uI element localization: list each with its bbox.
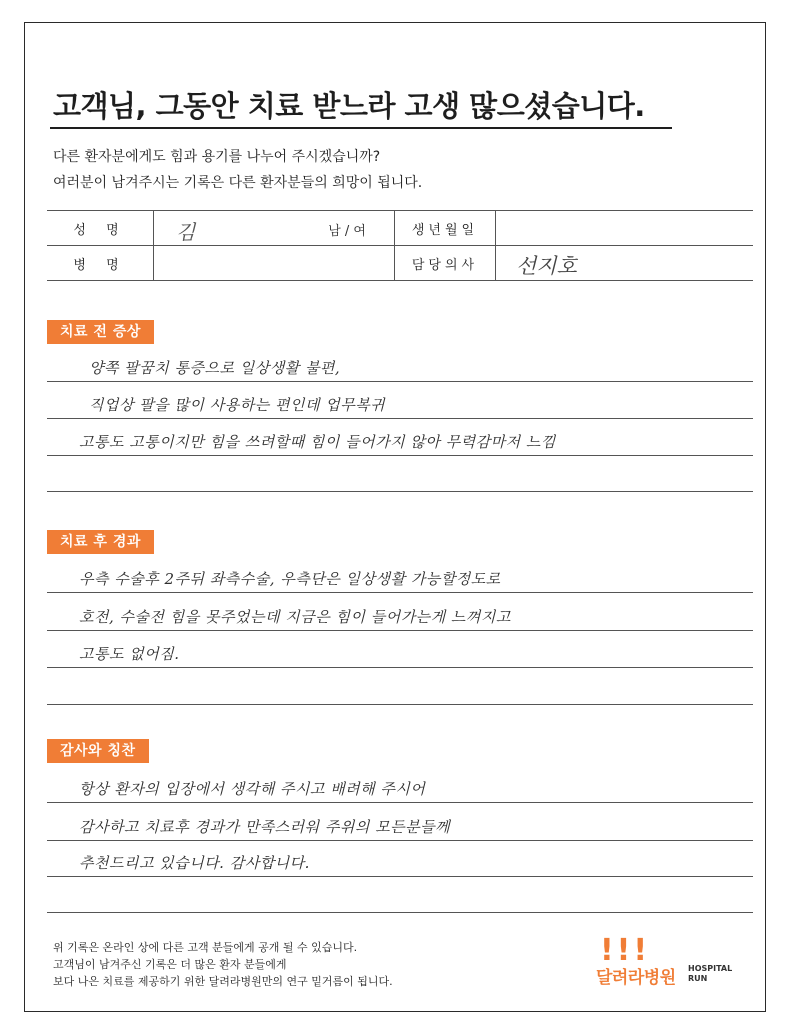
diagnosis-label: 병 명 [47, 246, 154, 281]
title-underline [50, 127, 672, 129]
handwritten-text: 우측 수술후 2주뒤 좌측수술, 우측단은 일상생활 가능할정도로 [79, 570, 501, 588]
doctor-field[interactable] [496, 246, 754, 281]
info-row-1 [47, 211, 753, 246]
birth-field[interactable] [496, 211, 754, 246]
name-field[interactable] [154, 211, 395, 246]
before-line-4[interactable] [47, 461, 753, 492]
logo-english-line-2: RUN [688, 974, 708, 983]
handwritten-text: 고통도 고통이지만 힘을 쓰려할때 힘이 들어가지 않아 무력감마저 느낌 [79, 433, 556, 451]
thanks-line-3[interactable] [47, 846, 753, 877]
runner-marks-icon: !!! [600, 933, 651, 968]
handwritten-text: 항상 환자의 입장에서 생각해 주시고 배려해 주시어 [79, 780, 426, 798]
logo-english-line-1: HOSPITAL [688, 964, 733, 973]
logo-name: 달려라병원 [596, 968, 676, 988]
handwritten-text: 양쪽 팔꿈치 통증으로 일상생활 불편, [89, 359, 341, 377]
subtitle-line-1: 다른 환자분에게도 힘과 용기를 나누어 주시겠습니까? [53, 149, 381, 165]
handwritten-text: 직업상 팔을 많이 사용하는 편인데 업무복귀 [89, 396, 386, 414]
hospital-logo [596, 933, 756, 997]
thanks-line-4[interactable] [47, 882, 753, 913]
after-line-3[interactable] [47, 637, 753, 668]
footer-line-1: 위 기록은 온라인 상에 다른 고객 분들에게 공개 될 수 있습니다. [53, 941, 358, 954]
subtitle-line-2: 여러분이 남겨주시는 기록은 다른 환자분들의 희망이 됩니다. [53, 175, 423, 191]
footer-line-2: 고객님이 남겨주신 기록은 더 많은 환자 분들에게 [53, 958, 287, 971]
section-label-thanks: 감사와 칭찬 [47, 739, 149, 763]
section-label-before: 치료 전 증상 [47, 320, 154, 344]
doctor-value: 선지호 [516, 254, 577, 278]
diagnosis-field[interactable] [154, 246, 395, 281]
handwritten-text: 감사하고 치료후 경과가 만족스러워 주위의 모든분들께 [79, 818, 451, 836]
doctor-label: 담당의사 [395, 246, 496, 281]
after-line-4[interactable] [47, 674, 753, 705]
handwritten-text: 추천드리고 있습니다. 감사합니다. [79, 854, 310, 872]
before-line-3[interactable] [47, 425, 753, 456]
handwritten-text: 고통도 없어짐. [79, 645, 180, 663]
section-label-after: 치료 후 경과 [47, 530, 154, 554]
name-value: 김 [176, 220, 196, 244]
patient-info-table [47, 210, 753, 281]
after-line-2[interactable] [47, 600, 753, 631]
before-line-1[interactable] [47, 351, 753, 382]
handwritten-text: 호전, 수술전 힘을 못주었는데 지금은 힘이 들어가는게 느껴지고 [79, 608, 511, 626]
birth-label: 생년월일 [395, 211, 496, 246]
thanks-line-2[interactable] [47, 810, 753, 841]
page-title: 고객님, 그동안 치료 받느라 고생 많으셨습니다. [53, 89, 645, 123]
sex-field: 남 / 여 [328, 224, 366, 239]
after-line-1[interactable] [47, 562, 753, 593]
thanks-line-1[interactable] [47, 772, 753, 803]
name-label: 성 명 [47, 211, 154, 246]
info-row-2 [47, 246, 753, 281]
footer-line-3: 보다 나은 치료를 제공하기 위한 달려라병원만의 연구 밑거름이 됩니다. [53, 975, 393, 988]
before-line-2[interactable] [47, 388, 753, 419]
logo-english [688, 964, 732, 984]
